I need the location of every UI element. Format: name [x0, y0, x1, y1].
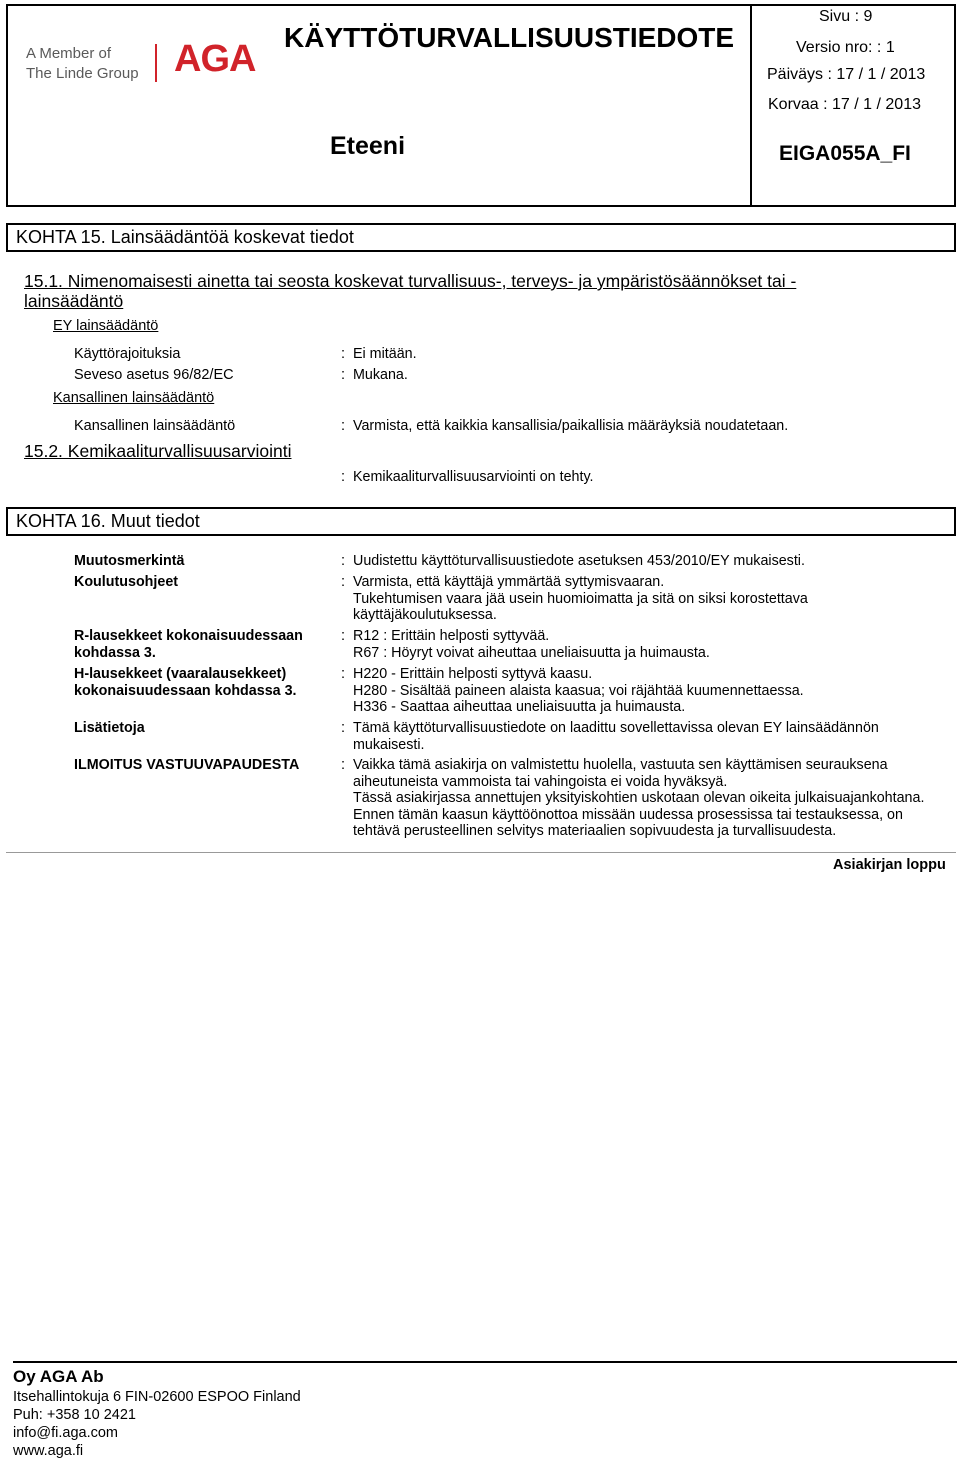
disclaimer-label: ILMOITUS VASTUUVAPAUDESTA [74, 757, 300, 773]
r-phrases-label: R-lausekkeet kokonaisuudessaan kohdassa 3. [74, 628, 303, 661]
document-code: EIGA055A_FI [779, 142, 911, 165]
colon: : [341, 666, 346, 682]
r-phrases-value: R12 : Erittäin helposti syttyvää. R67 : Höyryt voivat aiheuttaa uneliaisuutta ja huimausta. [353, 628, 710, 661]
colon: : [341, 469, 346, 485]
section-16-heading: KOHTA 16. Muut tiedot [6, 507, 956, 536]
company-address: Itsehallintokuja 6 FIN-02600 ESPOO Finland [13, 1389, 301, 1405]
seveso-value: Mukana. [353, 367, 408, 383]
revision-value: Uudistettu käyttöturvallisuustiedote asetuksen 453/2010/EY mukaisesti. [353, 553, 805, 569]
section-15-1-title: 15.1. Nimenomaisesti ainetta tai seosta koskevat turvallisuus-, terveys- ja ympäristösäännökset tai - [24, 271, 797, 291]
logo-separator [155, 44, 157, 82]
training-label: Koulutusohjeet [74, 574, 179, 590]
company-name: Oy AGA Ab [13, 1367, 104, 1386]
seveso-label: Seveso asetus 96/82/EC [74, 367, 234, 383]
colon: : [341, 628, 346, 644]
colon: : [341, 720, 346, 736]
product-name: Eteeni [330, 132, 406, 160]
company-phone: Puh: +358 10 2421 [13, 1407, 136, 1423]
header-divider [750, 6, 752, 205]
usage-restrictions-value: Ei mitään. [353, 346, 417, 362]
colon: : [341, 553, 346, 569]
end-divider [6, 852, 956, 853]
national-legislation-value: Varmista, että kaikkia kansallisia/paikallisia määräyksiä noudatetaan. [353, 418, 789, 434]
document-header [6, 4, 956, 207]
h-phrases-label: H-lausekkeet (vaaralausekkeet) kokonaisuudessaan kohdassa 3. [74, 666, 297, 699]
colon: : [341, 418, 346, 434]
additional-info-value: Tämä käyttöturvallisuustiedote on laadittu sovellettavissa olevan EY lainsäädännön mukaisesti. [353, 720, 879, 753]
national-legislation-label: Kansallinen lainsäädäntö [74, 418, 236, 434]
colon: : [341, 367, 346, 383]
replaces-date: Korvaa : 17 / 1 / 2013 [768, 96, 921, 113]
h-phrases-value: H220 - Erittäin helposti syttyvä kaasu. H280 - Sisältää paineen alaista kaasua; voi räjähtää kuumennettaessa. H336 - Saattaa aiheuttaa uneliaisuutta ja huimausta. [353, 666, 804, 716]
training-value: Varmista, että käyttäjä ymmärtää syttymisvaaran. Tukehtumisen vaara jää usein huomioimatta ja sitä on siksi korostettava käyttäjäkoulutuksessa. [353, 574, 808, 624]
colon: : [341, 574, 346, 590]
company-email[interactable]: info@fi.aga.com [13, 1425, 118, 1441]
section-15-2-title: 15.2. Kemikaaliturvallisuusarviointi [24, 441, 292, 461]
usage-restrictions-label: Käyttörajoituksia [74, 346, 181, 362]
version-number: Versio nro: : 1 [796, 39, 895, 56]
aga-logo: AGA [174, 38, 256, 80]
revision-label: Muutosmerkintä [74, 553, 185, 569]
eu-legislation-heading: EY lainsäädäntö [53, 318, 159, 334]
linde-member-text: A Member of The Linde Group [26, 45, 139, 82]
issue-date: Päiväys : 17 / 1 / 2013 [767, 66, 926, 83]
section-15-heading: KOHTA 15. Lainsäädäntöä koskevat tiedot [6, 223, 956, 252]
page-number: Sivu : 9 [819, 8, 873, 25]
colon: : [341, 757, 346, 773]
company-logo [26, 38, 256, 88]
company-website[interactable]: www.aga.fi [13, 1443, 84, 1459]
end-of-document: Asiakirjan loppu [833, 857, 946, 873]
colon: : [341, 346, 346, 362]
document-title: KÄYTTÖTURVALLISUUSTIEDOTE [284, 22, 735, 53]
disclaimer-value: Vaikka tämä asiakirja on valmistettu huolella, vastuuta sen käyttämisen seurauksena aiheutuneista vammoista tai vahingoista ei voida hyväksyä. Tässä asiakirjassa annettujen yksityiskohtien uskotaan olevan oikeita julkaisuajankohtana. Ennen tämän kaasun käyttöönottoa missään uudessa prosessissa tai testauksessa, on tehtävä perusteellinen selvitys materiaalien sopivuudesta ja turvallisuudesta. [353, 757, 925, 840]
chemical-safety-assessment-value: Kemikaaliturvallisuusarviointi on tehty. [353, 469, 594, 485]
additional-info-label: Lisätietoja [74, 720, 145, 736]
section-15-1-title-cont: lainsäädäntö [24, 291, 124, 311]
footer-divider [13, 1361, 957, 1363]
national-legislation-heading: Kansallinen lainsäädäntö [53, 390, 215, 406]
